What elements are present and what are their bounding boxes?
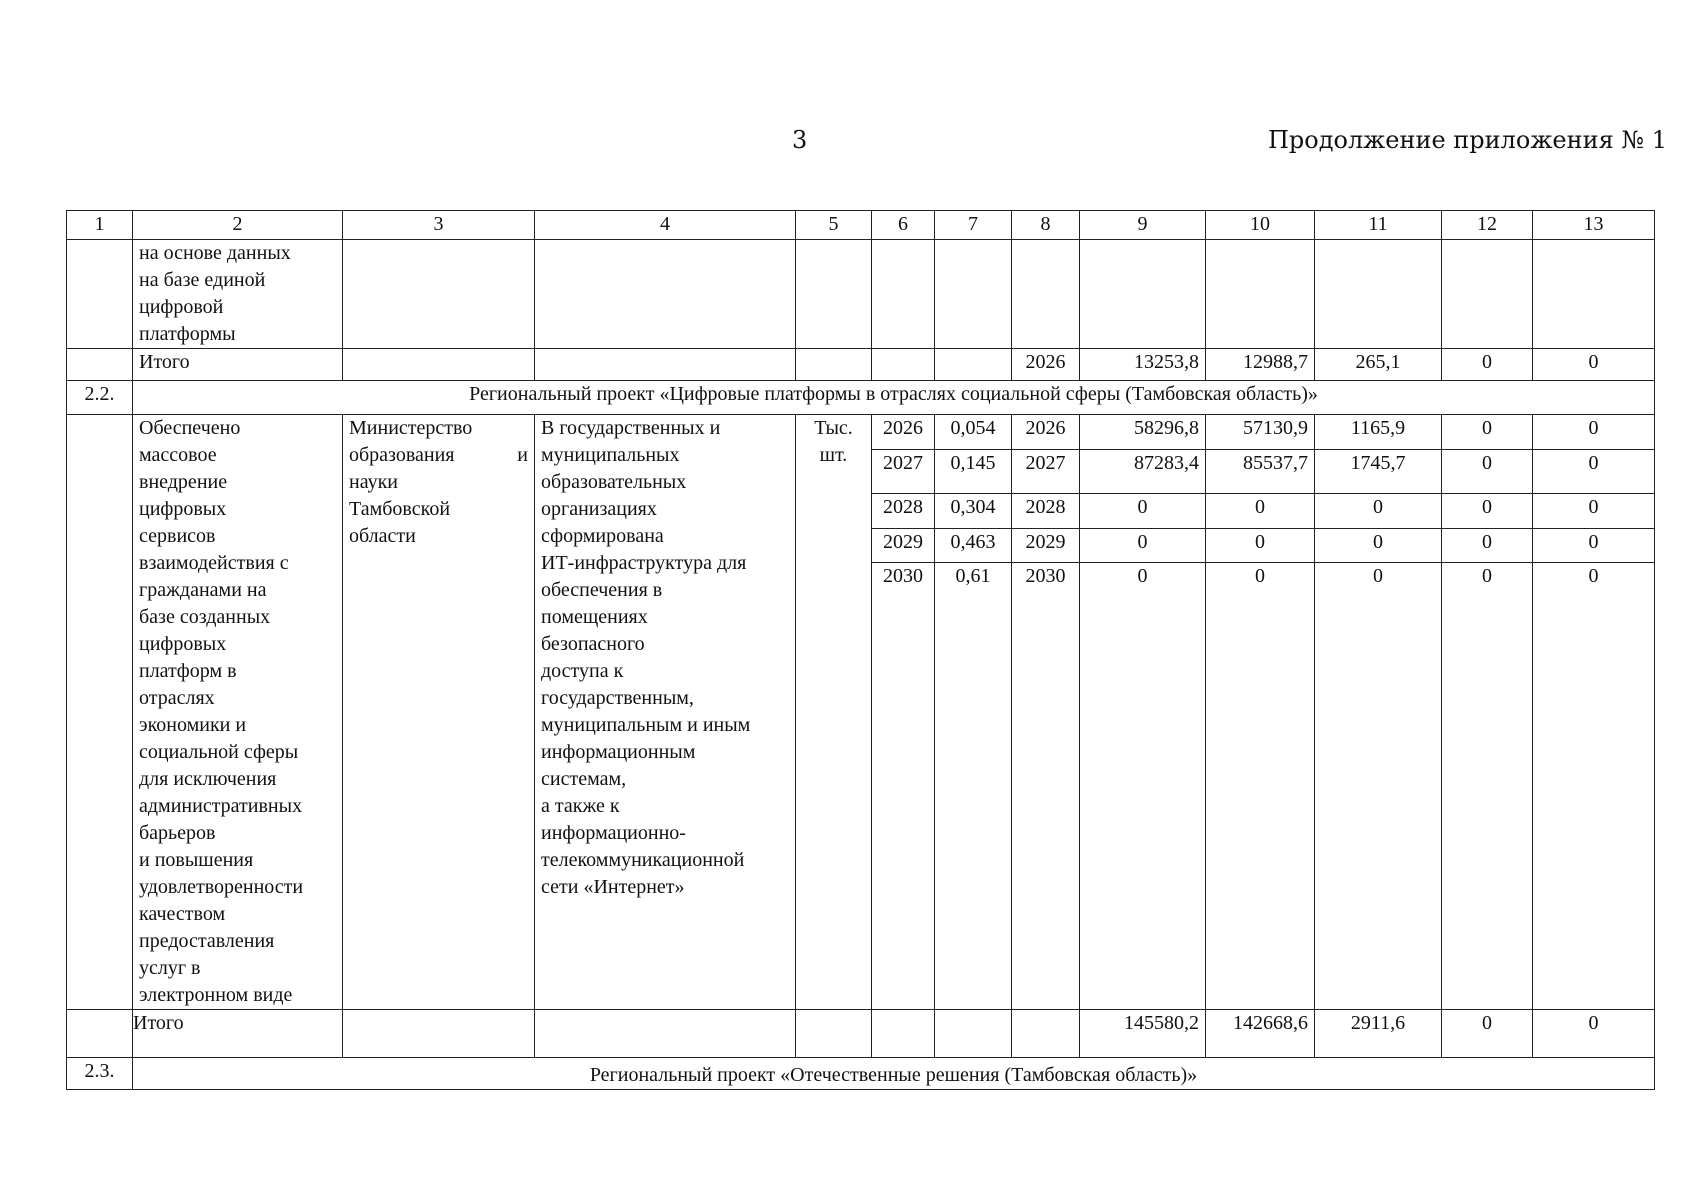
funding-value: 0 xyxy=(1315,563,1442,1010)
column-header: 2 xyxy=(133,211,343,240)
appendix-title: Продолжение приложения № 1 xyxy=(1267,126,1667,154)
indicator-value: 0,463 xyxy=(935,528,1012,563)
year-cell: 2027 xyxy=(872,449,935,494)
funding-value: 58296,8 xyxy=(1080,415,1206,450)
column-header: 12 xyxy=(1442,211,1533,240)
responsible-line xyxy=(349,442,528,469)
funding-value: 0 xyxy=(1533,528,1655,563)
section-number: 2.2. xyxy=(67,381,133,415)
column-header: 6 xyxy=(872,211,935,240)
funding-value: 0 xyxy=(1442,494,1533,529)
year-cell: 2030 xyxy=(1012,563,1080,1010)
budget-table xyxy=(66,210,1655,1090)
project-year-row xyxy=(67,415,1655,450)
column-header: 11 xyxy=(1315,211,1442,240)
indicator-description: В государственных и муниципальных образовательных организациях сформирована ИТ-инфраструктура для обеспечения в помещениях безопасного доступа к государственным, муниципальным и иным информационным системам, а также к информационно- телекоммуникационной сети «Интернет» xyxy=(535,415,796,1010)
indicator-value: 0,054 xyxy=(935,415,1012,450)
indicator-value: 0,61 xyxy=(935,563,1012,1010)
page-number: 3 xyxy=(792,126,808,154)
total-value-col10: 12988,7 xyxy=(1206,349,1315,381)
funding-value: 1745,7 xyxy=(1315,449,1442,494)
funding-value: 0 xyxy=(1315,494,1442,529)
total-label: Итого xyxy=(133,349,343,381)
responsible-word: и xyxy=(517,444,528,466)
funding-value: 0 xyxy=(1080,528,1206,563)
total-value-col13: 0 xyxy=(1533,349,1655,381)
total-value-col9: 145580,2 xyxy=(1080,1010,1206,1058)
funding-value: 0 xyxy=(1533,494,1655,529)
funding-value: 87283,4 xyxy=(1080,449,1206,494)
funding-value: 0 xyxy=(1442,528,1533,563)
responsible-executor xyxy=(343,415,535,1010)
responsible-line: Министерство xyxy=(349,417,473,439)
total-value-col12: 0 xyxy=(1442,1010,1533,1058)
column-header: 7 xyxy=(935,211,1012,240)
continuation-row xyxy=(67,240,1655,349)
section-number: 2.3. xyxy=(67,1058,133,1090)
total-label: Итого xyxy=(133,1010,343,1058)
indicator-value: 0,145 xyxy=(935,449,1012,494)
total-value-col11: 265,1 xyxy=(1315,349,1442,381)
year-cell: 2028 xyxy=(1012,494,1080,529)
column-header: 8 xyxy=(1012,211,1080,240)
total-row xyxy=(67,1010,1655,1058)
funding-value: 0 xyxy=(1315,528,1442,563)
year-cell: 2028 xyxy=(872,494,935,529)
year-cell: 2027 xyxy=(1012,449,1080,494)
year-cell: 2026 xyxy=(872,415,935,450)
funding-value: 0 xyxy=(1080,563,1206,1010)
section-title: Региональный проект «Цифровые платформы в отраслях социальной сферы (Тамбовская область)» xyxy=(133,381,1655,415)
result-description: Обеспечено массовое внедрение цифровых сервисов взаимодействия с гражданами на базе созданных цифровых платформ в отраслях экономики и социальной сферы для исключения административных барьеров и повышения удовлетворенности качеством предоставления услуг в электронном виде xyxy=(133,415,343,1010)
funding-value: 57130,9 xyxy=(1206,415,1315,450)
funding-value: 0 xyxy=(1206,563,1315,1010)
funding-value: 1165,9 xyxy=(1315,415,1442,450)
year-cell: 2029 xyxy=(1012,528,1080,563)
funding-value: 0 xyxy=(1206,494,1315,529)
total-value-col9: 13253,8 xyxy=(1080,349,1206,381)
column-header: 13 xyxy=(1533,211,1655,240)
responsible-word: образования xyxy=(349,444,455,466)
result-continuation-text: на основе данных на базе единой цифровой платформы xyxy=(133,240,343,349)
funding-value: 85537,7 xyxy=(1206,449,1315,494)
year-cell: 2029 xyxy=(872,528,935,563)
funding-value: 0 xyxy=(1533,415,1655,450)
column-header-row xyxy=(67,211,1655,240)
year-cell: 2030 xyxy=(872,563,935,1010)
total-value-col12: 0 xyxy=(1442,349,1533,381)
total-value-col11: 2911,6 xyxy=(1315,1010,1442,1058)
indicator-value: 0,304 xyxy=(935,494,1012,529)
column-header: 5 xyxy=(796,211,872,240)
column-header: 4 xyxy=(535,211,796,240)
unit-of-measure: Тыс. шт. xyxy=(796,415,872,1010)
funding-value: 0 xyxy=(1442,563,1533,1010)
total-row xyxy=(67,349,1655,381)
funding-value: 0 xyxy=(1533,563,1655,1010)
total-value-col10: 142668,6 xyxy=(1206,1010,1315,1058)
responsible-line: науки Тамбовской области xyxy=(349,471,451,547)
funding-value: 0 xyxy=(1080,494,1206,529)
section-title: Региональный проект «Отечественные решения (Тамбовская область)» xyxy=(133,1058,1655,1090)
section-row xyxy=(67,381,1655,415)
total-value-col13: 0 xyxy=(1533,1010,1655,1058)
total-year: 2026 xyxy=(1012,349,1080,381)
funding-value: 0 xyxy=(1442,415,1533,450)
funding-value: 0 xyxy=(1442,449,1533,494)
funding-value: 0 xyxy=(1206,528,1315,563)
column-header: 10 xyxy=(1206,211,1315,240)
section-row xyxy=(67,1058,1655,1090)
funding-value: 0 xyxy=(1533,449,1655,494)
column-header: 3 xyxy=(343,211,535,240)
column-header: 1 xyxy=(67,211,133,240)
column-header: 9 xyxy=(1080,211,1206,240)
year-cell: 2026 xyxy=(1012,415,1080,450)
